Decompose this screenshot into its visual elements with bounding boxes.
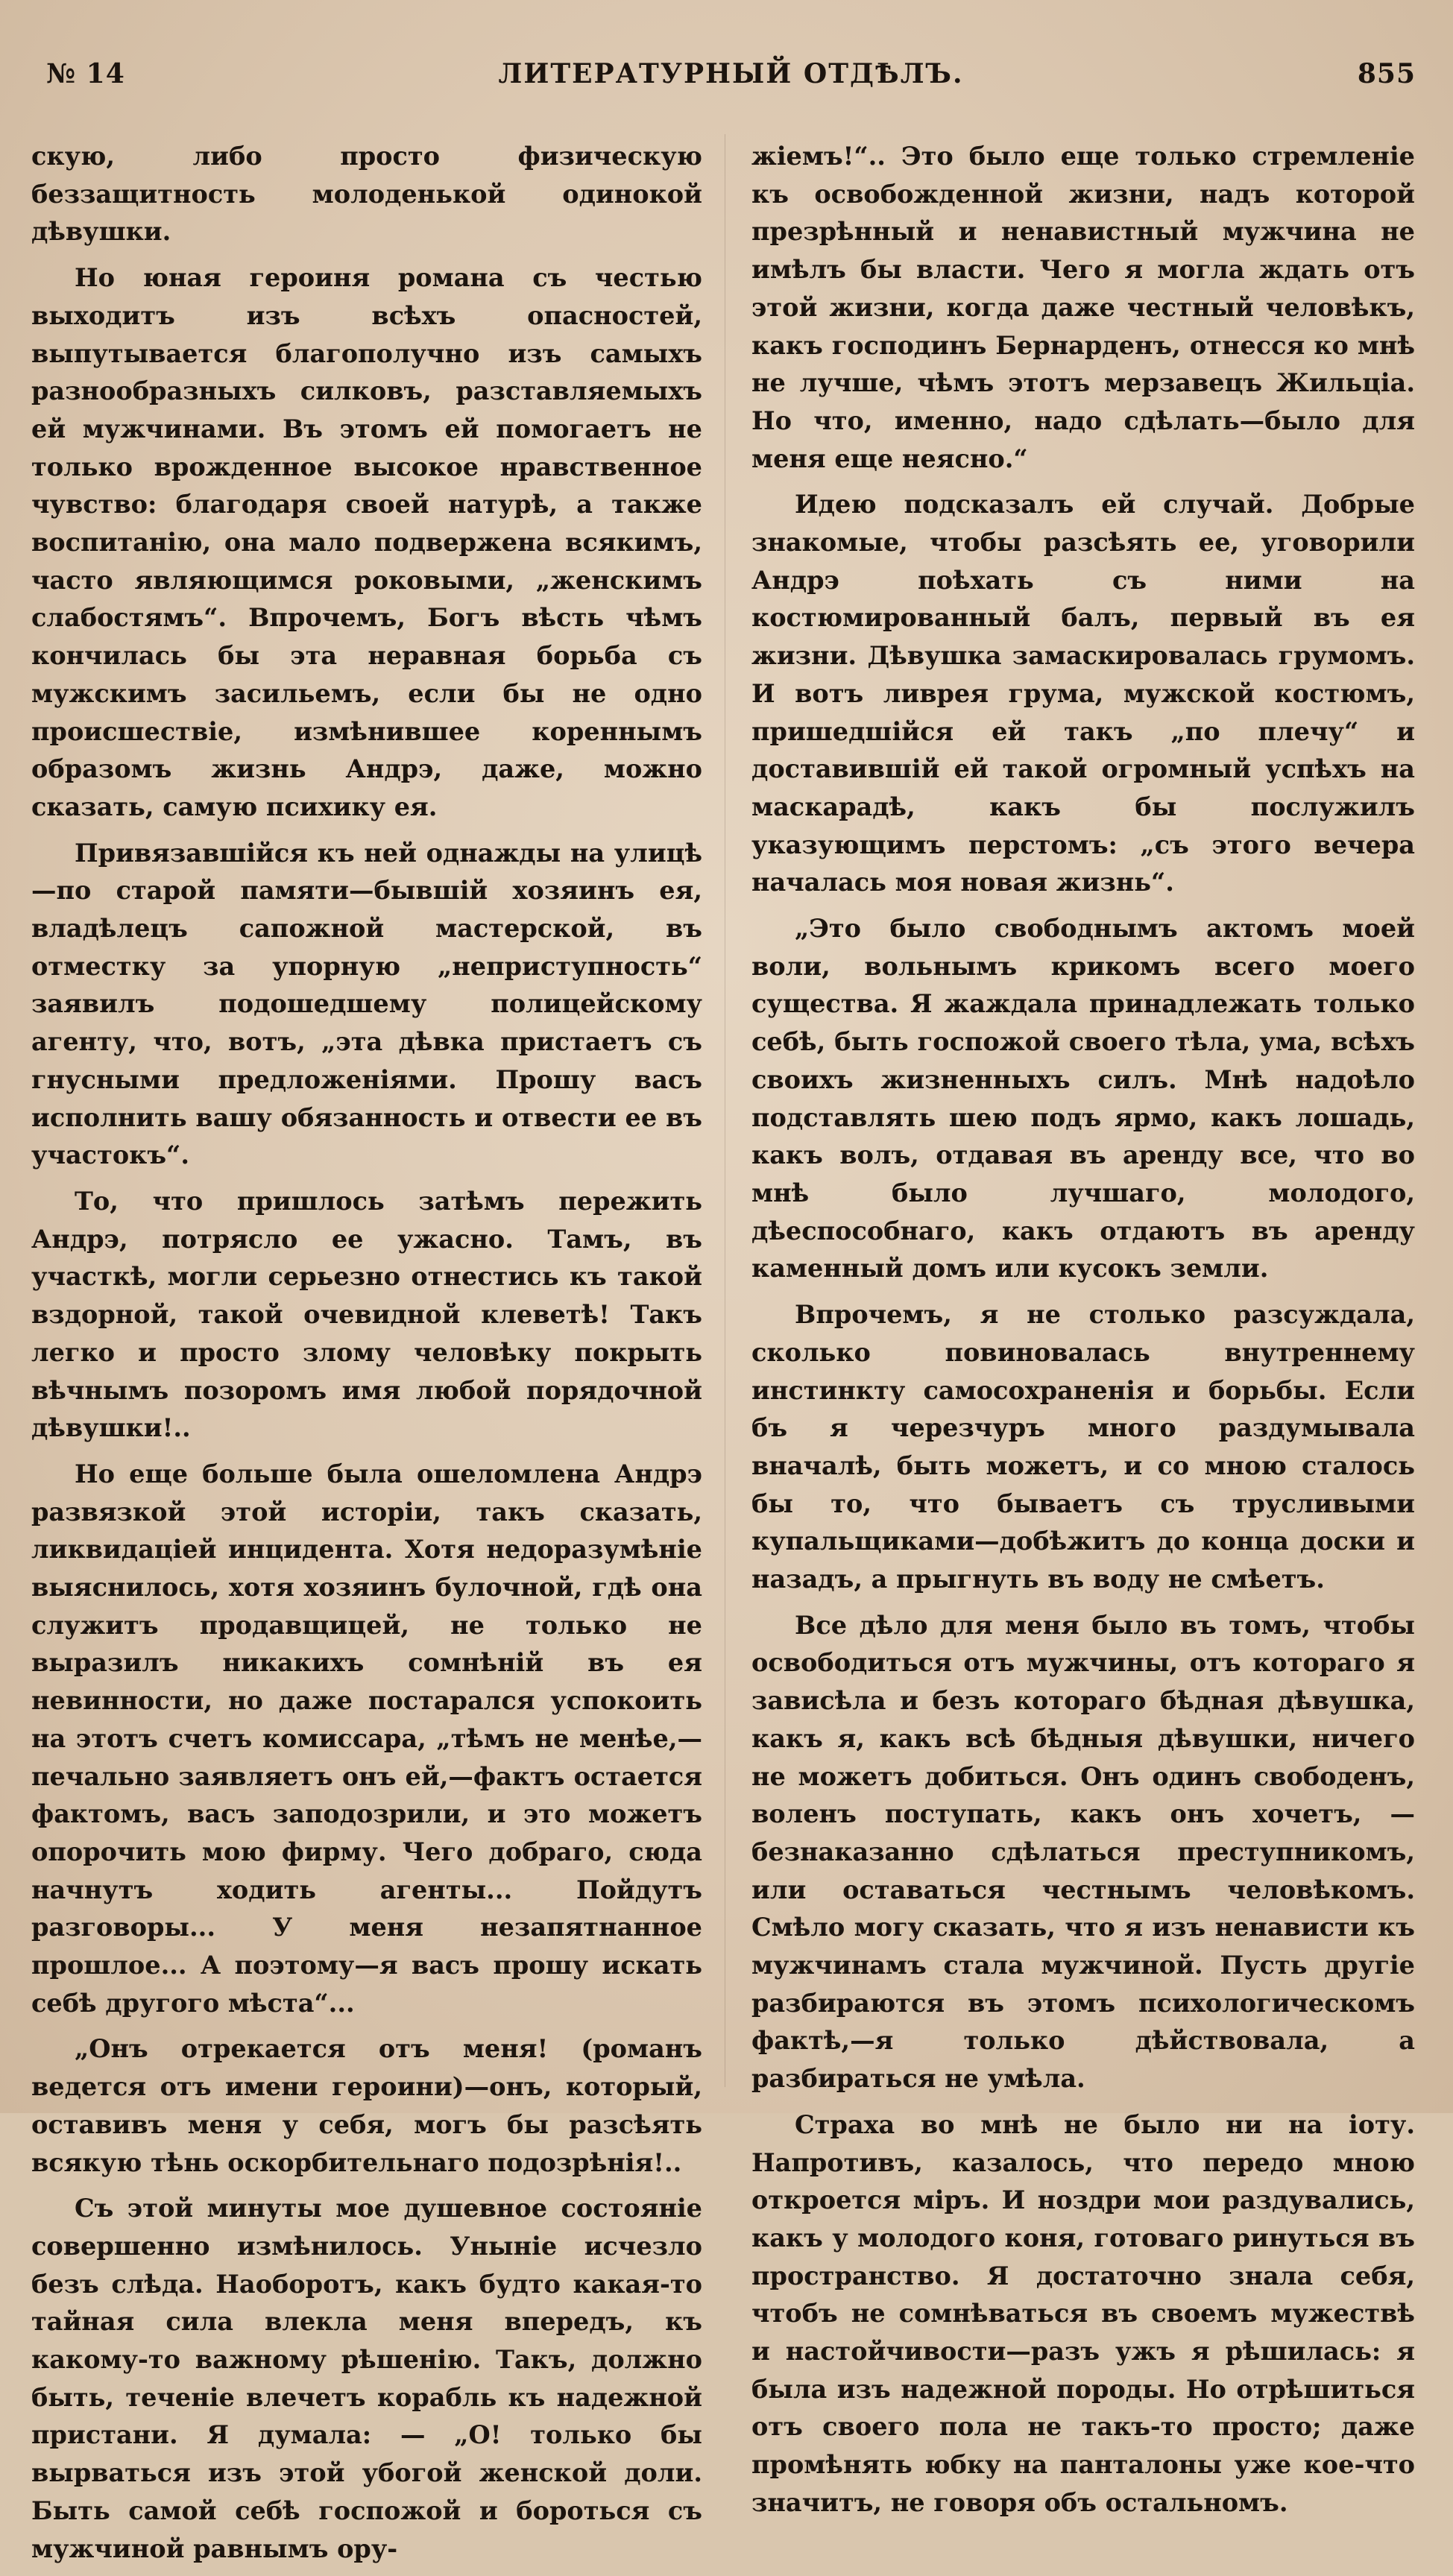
paragraph: скую, либо просто физическую беззащитность молоденькой одинокой дѣвушки.: [31, 142, 702, 247]
paragraph: Но юная героиня романа съ честью выходитъ изъ всѣхъ опасностей, выпутывается благополучно изъ самыхъ разнообразныхъ силковъ, разставляемыхъ ей мужчинами. Въ этомъ ей помогаетъ не только врожденное высокое нравственное чувство: благодаря своей натурѣ, а также воспитанію, она мало подвержена всякимъ, часто являющимся роковыми, „женскимъ слабостямъ“. Впрочемъ, Богъ вѣсть чѣмъ кончилась бы эта неравная борьба съ мужскимъ засильемъ, если бы не одно происшествіе, измѣнившее кореннымъ образомъ жизнь Андрэ, даже, можно сказать, самую психику ея.: [31, 263, 702, 821]
section-title: ЛИТЕРАТУРНЫЙ ОТДѢЛЪ.: [498, 58, 964, 89]
paragraph: Все дѣло для меня было въ томъ, чтобы освободиться отъ мужчины, отъ котораго я зависѣла и безъ котораго бѣдная дѣвушка, какъ я, какъ всѣ бѣдныя дѣвушки, ничего не можетъ добиться. Онъ одинъ свободенъ, воленъ поступать, какъ онъ хочетъ, — безнаказанно сдѣлаться преступникомъ, или оставаться честнымъ человѣкомъ. Смѣло могу сказать, что я изъ ненависти къ мужчинамъ стала мужчиной. Пусть другіе разбираются въ этомъ психологическомъ фактѣ,—я только дѣйствовала, а разбираться не умѣла.: [751, 1610, 1415, 2094]
page-number: 855: [1357, 58, 1416, 89]
paragraph: Впрочемъ, я не столько разсуждала, сколько повиновалась внутреннему инстинкту самосохраненія и борьбы. Если бъ я черезчуръ много раздумывала вначалѣ, быть можетъ, и со мною сталось бы то, что бываетъ съ трусливыми купальщиками—добѣжитъ до конца доски и назадъ, а прыгнуть въ воду не смѣетъ.: [751, 1300, 1415, 1594]
paragraph: Страха во мнѣ не было ни на іоту. Напротивъ, казалось, что передо мною откроется міръ. И ноздри мои раздувались, какъ у молодого коня, готоваго ринуться въ пространство. Я достаточно знала себя, чтобъ не сомнѣваться въ своемъ мужествѣ и настойчивости—разъ ужъ я рѣшилась: я была изъ надежной породы. Но отрѣшиться отъ своего пола не такъ-то просто; даже промѣнять юбку на панталоны уже кое-что значитъ, не говоря объ остальномъ.: [751, 2109, 1415, 2517]
paragraph: „Это было свободнымъ актомъ моей воли, вольнымъ крикомъ всего моего существа. Я жаждала принадлежать только себѣ, быть госпожой своего тѣла, ума, всѣхъ своихъ жизненныхъ силъ. Мнѣ надоѣло подставлять шею подъ ярмо, какъ лошадь, какъ волъ, отдавая въ аренду все, что во мнѣ было лучшаго, молодого, дѣеспособнаго, какъ отдаютъ въ аренду каменный домъ или кусокъ земли.: [751, 914, 1415, 1284]
paragraph: „Онъ отрекается отъ меня! (романъ ведется отъ имени героини)—онъ, который, оставивъ меня у себя, могъ бы разсѣять всякую тѣнь оскорбительнаго подозрѣнія!..: [31, 2034, 702, 2177]
paragraph: То, что пришлось затѣмъ пережить Андрэ, потрясло ее ужасно. Тамъ, въ участкѣ, могли серьезно отнестись къ такой вздорной, такой очевидной клеветѣ! Такъ легко и просто злому человѣку покрыть вѣчнымъ позоромъ имя любой порядочной дѣвушки!..: [31, 1186, 702, 1443]
paragraph: жіемъ!“.. Это было еще только стремленіе къ освобожденной жизни, надъ которой презрѣнный и ненавистный мужчина не имѣлъ бы власти. Чего я могла ждать отъ этой жизни, когда даже честный человѣкъ, какъ господинъ Бернарденъ, отнесся ко мнѣ не лучше, чѣмъ этотъ мерзавецъ Жильціа. Но что, именно, надо сдѣлать—было для меня еще неясно.“: [751, 142, 1415, 473]
paragraph: Но еще больше была ошеломлена Андрэ развязкой этой исторіи, такъ сказать, ликвидаціей инцидента. Хотя недоразумѣніе выяснилось, хотя хозяинъ булочной, гдѣ она служитъ продавщицей, не только не выразилъ никакихъ сомнѣній въ ея невинности, но даже постарался успокоить на этотъ счетъ комиссара, „тѣмъ не менѣе,—печально заявляетъ онъ ей,—фактъ остается фактомъ, васъ заподозрили, и это можетъ опорочить мою фирму. Чего добраго, сюда начнутъ ходить агенты... Пойдутъ разговоры... У меня незапятнанное прошлое... А поэтому—я васъ прошу искать себѣ другого мѣста“...: [31, 1459, 702, 2018]
paragraph: Идею подсказалъ ей случай. Добрые знакомые, чтобы разсѣять ее, уговорили Андрэ поѣхать съ ними на костюмированный балъ, первый въ ея жизни. Дѣвушка замаскировалась грумомъ. И вотъ ливрея грума, мужской костюмъ, пришедшійся ей такъ „по плечу“ и доставившій ей такой огромный успѣхъ на маскарадѣ, какъ бы послужилъ указующимъ перстомъ: „съ этого вечера началась моя новая жизнь“.: [751, 490, 1415, 897]
paragraph: Привязавшійся къ ней однажды на улицѣ—по старой памяти—бывшій хозяинъ ея, владѣлецъ сапожной мастерской, въ отместку за упорную „неприступность“ заявилъ подошедшему полицейскому агенту, что, вотъ, „эта дѣвка пристаетъ съ гнусными предложеніями. Прошу васъ исполнить вашу обязанность и отвести ее въ участокъ“.: [31, 838, 702, 1170]
running-head: [46, 58, 1416, 103]
paragraph: Съ этой минуты мое душевное состояніе совершенно измѣнилось. Уныніе исчезло безъ слѣда. Наоборотъ, какъ будто какая-то тайная сила влекла меня впередъ, къ какому-то важному рѣшенію. Такъ, должно быть, теченіе влечетъ корабль къ надежной пристани. Я думала: — „О! только бы вырваться изъ этой убогой женской доли. Быть самой себѣ госпожой и бороться съ мужчиной равнымъ ору-: [31, 2194, 702, 2563]
left-column: [31, 138, 702, 2576]
right-column: [751, 138, 1415, 2531]
issue-number: № 14: [46, 58, 125, 89]
